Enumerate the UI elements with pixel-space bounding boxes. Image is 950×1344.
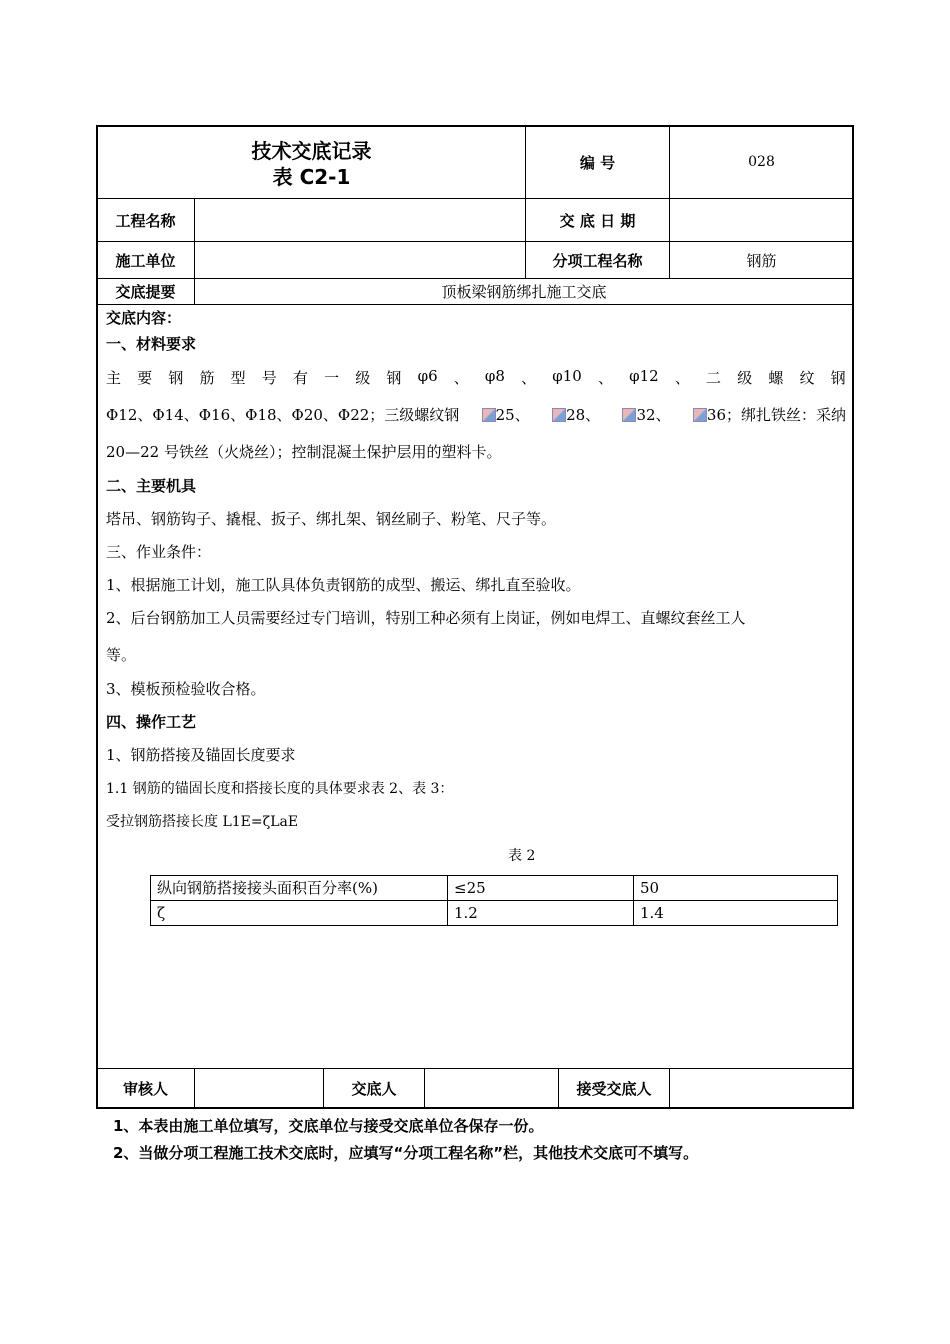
section-1-line-1	[106, 367, 846, 388]
table-caption: 表 2	[508, 848, 536, 864]
form-title	[98, 138, 525, 190]
section-3-item-2: 2、后台钢筋加工人员需要经过专门培训，特别工种必须有上岗证，例如电焊工、直螺纹套丝工人	[106, 609, 746, 627]
lap-length-formula: 受拉钢筋搭接长度 L1E=ζLaE	[106, 814, 299, 830]
section-1-line-1-token: 、	[674, 369, 690, 387]
section-1-line-1-token: 螺	[768, 369, 784, 387]
number-label: 编 号	[579, 153, 616, 172]
construction-unit-field[interactable]	[195, 242, 525, 278]
row-divider	[97, 304, 853, 305]
title-line-1: 技术交底记录	[251, 139, 372, 163]
section-1-line-1-token: φ12	[629, 367, 659, 385]
table-header-cell: 纵向钢筋搭接接头面积百分率(%)	[157, 879, 378, 897]
section-3-item-1: 1、根据施工计划，施工队具体负责钢筋的成型、搬运、绑扎直至验收。	[106, 576, 581, 594]
summary-label: 交底提要	[115, 283, 176, 301]
section-1-line-1-token: 钢	[386, 369, 402, 387]
section-1-line-1-token: 钢	[168, 369, 184, 387]
section-1-line-1-token: 主	[106, 369, 122, 387]
section-1-line-1-token: 、	[597, 369, 613, 387]
section-1-line-1-token: 号	[261, 369, 277, 387]
table-2	[150, 875, 838, 926]
reviewer-field[interactable]	[195, 1069, 323, 1108]
section-4-item-1: 1、钢筋搭接及锚固长度要求	[106, 746, 296, 764]
section-1-line-1-token: 、	[521, 369, 537, 387]
section-4-item-1-1: 1.1 钢筋的锚固长度和搭接长度的具体要求表 2、表 3：	[106, 781, 454, 797]
section-2-line-1: 塔吊、钢筋钩子、撬棍、扳子、绑扎架、钢丝刷子、粉笔、尺子等。	[106, 510, 557, 528]
section-1-line-1-token: 级	[355, 369, 371, 387]
rebar-size-36: 36；绑扎铁丝：采纳	[693, 404, 846, 425]
title-line-2: 表 C2-1	[272, 165, 351, 189]
table-cell: ζ	[157, 904, 166, 922]
broken-image-icon	[622, 408, 636, 422]
receiver-field[interactable]	[670, 1069, 853, 1108]
section-1-line-1-token: φ8	[484, 367, 505, 385]
rebar-size-32: 32、	[622, 404, 670, 425]
table-row-divider	[151, 900, 837, 901]
date-field[interactable]	[670, 199, 853, 241]
sub-project-label: 分项工程名称	[552, 251, 643, 270]
summary-value: 顶板梁钢筋绑扎施工交底	[441, 283, 607, 301]
section-1-line-1-token: 要	[137, 369, 153, 387]
section-1-line-1-token: 型	[230, 369, 246, 387]
note-1: 1、本表由施工单位填写，交底单位与接受交底单位各保存一份。	[113, 1117, 544, 1135]
section-1-line-1-token: φ10	[552, 367, 582, 385]
rebar-size-28: 28、	[552, 404, 600, 425]
note-2: 2、当做分项工程施工技术交底时，应填写“分项工程名称”栏，其他技术交底可不填写。	[113, 1144, 699, 1162]
section-1-line-1-token: 级	[737, 369, 753, 387]
broken-image-icon	[482, 408, 496, 422]
table-cell: 1.2	[454, 904, 478, 922]
broken-image-icon	[693, 408, 707, 422]
date-label: 交 底 日 期	[559, 211, 636, 230]
section-1-line-1-token: 一	[324, 369, 340, 387]
content-heading: 交底内容：	[106, 309, 182, 327]
rebar-grades-text: Φ12、Φ14、Φ16、Φ18、Φ20、Φ22；三级螺纹钢	[106, 406, 460, 424]
construction-unit-label: 施工单位	[115, 251, 176, 270]
section-1-line-2	[106, 404, 846, 425]
project-name-label: 工程名称	[115, 211, 176, 230]
sub-project-value: 钢筋	[746, 251, 777, 270]
section-1-line-3: 20—22 号铁丝（火烧丝）；控制混凝土保护层用的塑料卡。	[106, 443, 502, 461]
section-1-line-1-token: φ6	[417, 367, 438, 385]
number-value: 028	[748, 154, 775, 170]
discloser-field[interactable]	[425, 1069, 558, 1108]
section-1-line-1-token: 有	[292, 369, 308, 387]
receiver-label: 接受交底人	[576, 1080, 652, 1098]
section-1-line-1-token: 钢	[830, 369, 846, 387]
table-header-cell: ≤25	[454, 879, 486, 897]
section-3-title: 三、作业条件：	[106, 543, 212, 561]
section-3-item-3: 3、模板预检验收合格。	[106, 680, 266, 698]
form-notes	[113, 1113, 698, 1167]
broken-image-icon	[552, 408, 566, 422]
table-header-cell: 50	[640, 879, 660, 897]
section-1-line-1-token: 筋	[199, 369, 215, 387]
section-1-title: 一、材料要求	[106, 335, 197, 353]
section-1-line-1-token: 二	[706, 369, 722, 387]
discloser-label: 交底人	[351, 1080, 397, 1098]
reviewer-label: 审核人	[122, 1080, 168, 1098]
section-1-line-1-token: 、	[453, 369, 469, 387]
rebar-size-25: 25、	[482, 404, 530, 425]
section-3-item-2-cont: 等。	[106, 646, 137, 664]
section-2-title: 二、主要机具	[106, 477, 197, 495]
table-cell: 1.4	[640, 904, 664, 922]
section-4-title: 四、操作工艺	[106, 713, 197, 731]
project-name-field[interactable]	[195, 199, 525, 241]
section-1-line-1-token: 纹	[799, 369, 815, 387]
